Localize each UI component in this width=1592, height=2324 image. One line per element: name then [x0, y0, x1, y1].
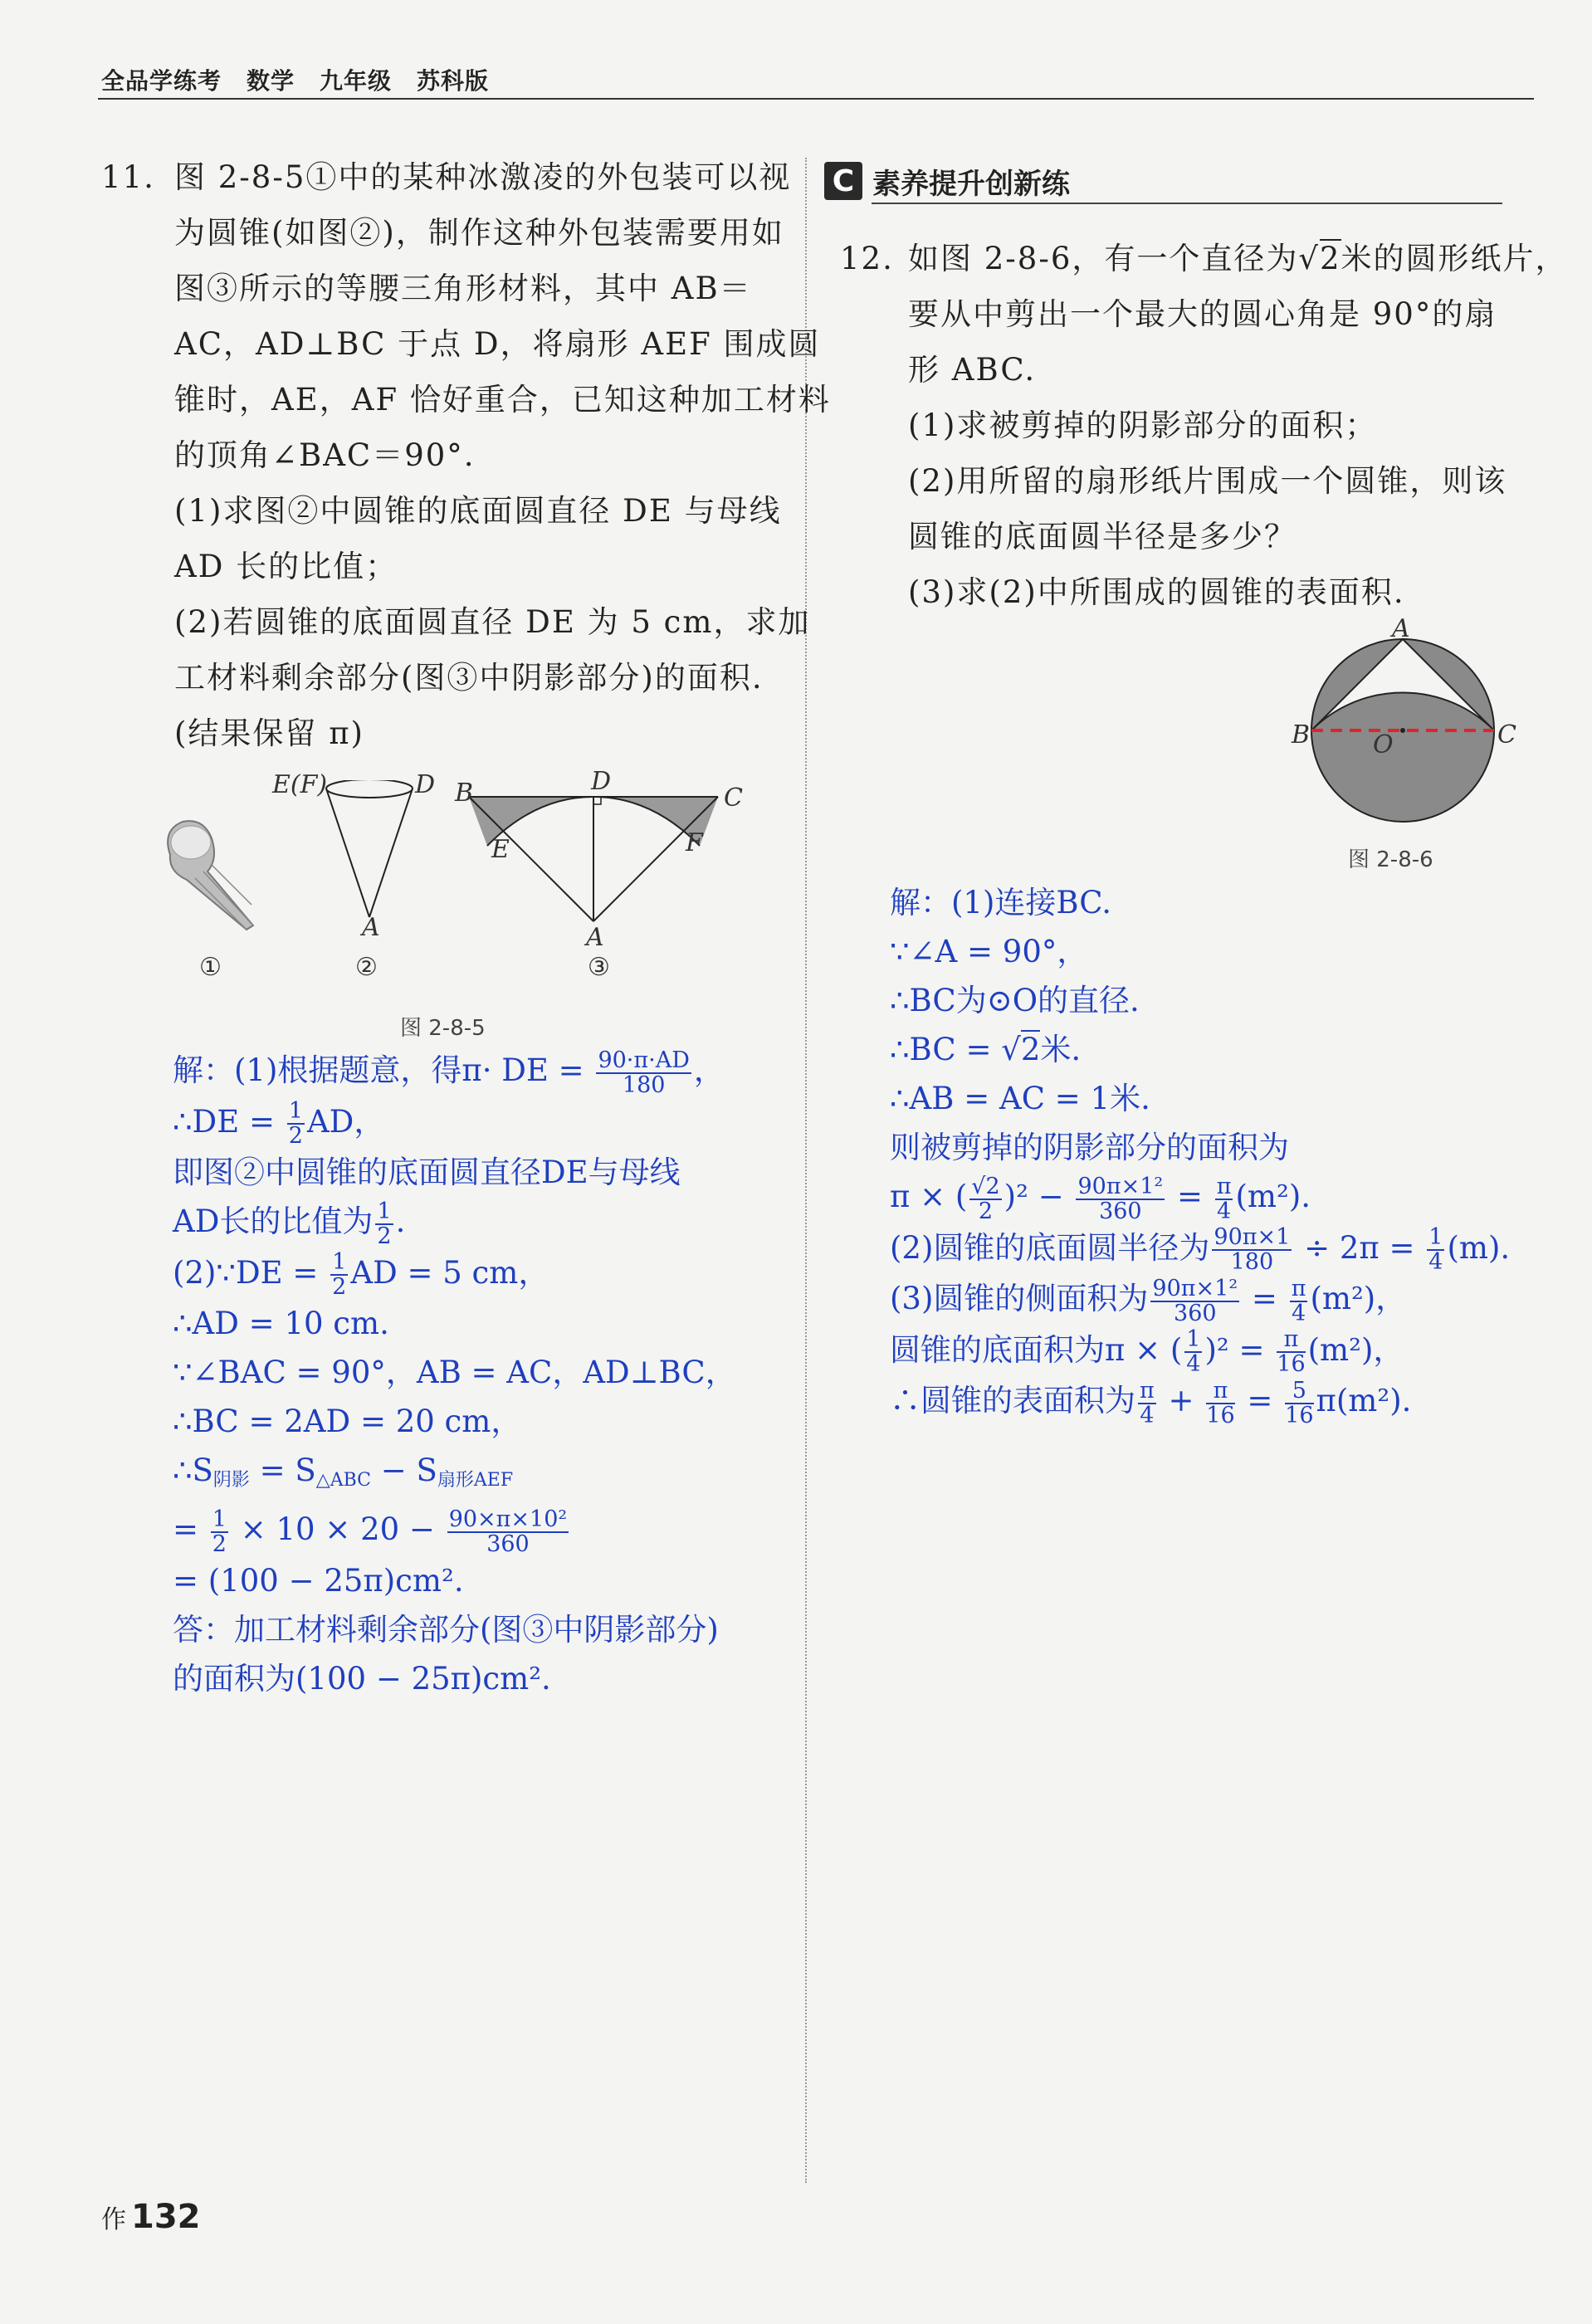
answer-text: 答：加工材料剩余部分(图③中阴影部分) [173, 1611, 719, 1648]
answer-text: ∴AB = AC = 1米. [890, 1081, 1150, 1116]
numerator: 90π×1² [1152, 1275, 1238, 1301]
denominator: 2 [978, 1198, 994, 1224]
sqrt-radicand: 2 [1319, 241, 1341, 276]
denominator: 2 [377, 1223, 392, 1249]
numerator: π [1277, 1328, 1305, 1353]
subscript: 阴影 [212, 1470, 250, 1491]
numerator: 1 [212, 1506, 227, 1532]
grade: 九年级 [320, 67, 393, 95]
question-line: 要从中剪出一个最大的圆心角是 90°的扇 [908, 296, 1497, 332]
answer-12 [890, 878, 1510, 1428]
question-number: 11. [101, 159, 155, 195]
figure-2-8-5 [154, 780, 751, 946]
fraction [1206, 1379, 1234, 1428]
question-line: (2)若圆锥的底面圆直径 DE 为 5 cm，求加 [174, 604, 811, 640]
fraction [447, 1508, 569, 1556]
answer-text: ∴AD = 10 cm. [173, 1306, 389, 1341]
numerator: 1 [377, 1198, 392, 1224]
fraction [1212, 1226, 1292, 1274]
tri-label-e: E [491, 835, 510, 864]
answer-text: = S [249, 1452, 316, 1488]
footer-prefix: 作 [101, 2205, 126, 2234]
question-line: (1)求被剪掉的阴影部分的面积； [908, 408, 1378, 443]
fraction [596, 1049, 691, 1097]
fraction [1215, 1175, 1233, 1223]
numerator: 90π×1² [1077, 1173, 1164, 1199]
section-rule [872, 203, 1502, 204]
denominator: 4 [1291, 1300, 1306, 1326]
center-point [1400, 728, 1405, 733]
figure-2-8-6 [1295, 622, 1511, 838]
cone-label-a: A [362, 913, 380, 942]
denominator: 360 [486, 1531, 530, 1557]
answer-text: (m²)， [1307, 1331, 1404, 1368]
answer-text: ∴S [173, 1452, 213, 1488]
denominator: 16 [1277, 1351, 1306, 1377]
numerator: π [1140, 1377, 1155, 1404]
fraction [1427, 1226, 1444, 1274]
numerator: 1 [288, 1098, 303, 1124]
fraction [969, 1175, 1001, 1223]
denominator: 2 [332, 1274, 347, 1300]
numerator: 1 [1428, 1224, 1443, 1250]
question-line: (1)求图②中圆锥的底面圆直径 DE 与母线 [174, 493, 782, 529]
ice-cream-image [168, 821, 253, 930]
denominator: 16 [1285, 1402, 1314, 1428]
answer-text: (2)圆锥的底面圆半径为 [890, 1229, 1210, 1266]
book-title: 全品学练考 [101, 67, 222, 95]
sqrt-sign: √ [1298, 241, 1320, 276]
answer-text: + [1158, 1383, 1204, 1418]
answer-text: ∴圆锥的表面积为 [890, 1383, 1135, 1418]
question-line: (2)用所留的扇形纸片围成一个圆锥，则该 [908, 463, 1507, 499]
answer-text: π(m²). [1316, 1383, 1412, 1418]
question-line: AC，AD⊥BC 于点 D，将扇形 AEF 围成圆 [174, 326, 821, 362]
question-line: (结果保留 π) [174, 715, 364, 751]
section-heading [824, 159, 1070, 203]
denominator: 2 [212, 1531, 227, 1557]
answer-text: − S [371, 1452, 437, 1488]
subject: 数学 [247, 67, 295, 95]
fig-label-c: C [1497, 720, 1516, 749]
answer-text: × 10 × 20 − [230, 1511, 445, 1547]
denominator: 4 [1186, 1351, 1201, 1377]
question-line: 图 2-8-5①中的某种冰激凌的外包装可以视 [174, 159, 792, 195]
answer-text: 则被剪掉的阴影部分的面积为 [890, 1130, 1289, 1165]
numerator: π [1291, 1275, 1306, 1301]
answer-text: 解：(1)连接BC. [890, 885, 1112, 920]
answer-text: = [173, 1511, 208, 1547]
tri-label-c: C [724, 784, 743, 813]
numerator: 90·π·AD [598, 1047, 690, 1073]
fraction [1285, 1379, 1313, 1428]
answer-text: = [1242, 1281, 1287, 1316]
page-number: 132 [131, 2198, 201, 2236]
tri-label-b: B [455, 779, 474, 808]
numerator: 90π×1 [1214, 1224, 1291, 1250]
denominator: 180 [622, 1072, 666, 1098]
numerator: 5 [1285, 1379, 1313, 1404]
figure-caption: 图 2-8-6 [1348, 847, 1433, 872]
numerator: 1 [332, 1249, 347, 1275]
answer-text: 即图②中圆锥的底面圆直径DE与母线 [173, 1155, 681, 1190]
question-text: 米的圆形纸片， [1341, 241, 1568, 276]
answer-text: )² − [1004, 1179, 1074, 1214]
fraction [1290, 1277, 1308, 1326]
denominator: 2 [288, 1123, 303, 1149]
cone-label-d: D [415, 770, 436, 799]
answer-text: ∴BC = 2AD = 20 cm， [173, 1404, 522, 1439]
denominator: 360 [1099, 1198, 1142, 1224]
answer-text: AD长的比值为 [173, 1204, 374, 1239]
fig-label-b: B [1292, 720, 1311, 749]
question-line: 工材料剩余部分(图③中阴影部分)的面积. [174, 660, 764, 696]
cone-label-ef: E(F) [272, 770, 328, 799]
answer-text: AD = 5 cm， [350, 1254, 549, 1291]
section-badge: C [824, 162, 862, 200]
answer-text: 解：(1)根据题意，得π· DE = [173, 1052, 594, 1088]
question-number: 12. [840, 241, 894, 276]
cone-diagram [326, 780, 413, 917]
answer-11 [173, 1046, 736, 1703]
answer-text: (m²)， [1310, 1281, 1407, 1316]
sub-figure-label-2: ② [355, 953, 378, 982]
answer-text: (3)圆锥的侧面积为 [890, 1281, 1149, 1316]
question-text: 如图 2-8-6，有一个直径为 [908, 241, 1299, 276]
numerator: 90×π×10² [448, 1506, 568, 1532]
edition: 苏科版 [417, 67, 490, 95]
numerator: 1 [1186, 1326, 1201, 1352]
denominator: 360 [1174, 1300, 1217, 1326]
subscript: 扇形AEF [437, 1470, 514, 1491]
figure-caption: 图 2-8-5 [400, 1016, 486, 1041]
answer-text: 的面积为(100 − 25π)cm². [173, 1660, 551, 1697]
fig-label-o: O [1373, 730, 1394, 759]
answer-text: )² = [1204, 1331, 1275, 1368]
fraction [330, 1251, 348, 1299]
question-line: 的顶角∠BAC＝90°. [174, 437, 476, 473]
sub-figure-label-3: ③ [588, 953, 610, 982]
fraction [375, 1200, 393, 1248]
denominator: 16 [1206, 1402, 1235, 1428]
question-line: (3)求(2)中所围成的圆锥的表面积. [908, 574, 1405, 610]
answer-text: ， [693, 1052, 725, 1088]
answer-text: π × ( [890, 1179, 968, 1214]
answer-text: (m). [1447, 1229, 1511, 1266]
question-line: 圆锥的底面圆半径是多少？ [908, 519, 1297, 554]
answer-text: 圆锥的底面积为π × ( [890, 1331, 1183, 1368]
question-line: AD 长的比值； [174, 549, 398, 584]
answer-text: ∴DE = [173, 1103, 285, 1140]
tri-label-f: F [686, 828, 703, 857]
denominator: 180 [1230, 1249, 1274, 1275]
answer-text: ∴BC = [890, 1032, 1002, 1067]
denominator: 4 [1140, 1402, 1155, 1428]
answer-text: . [395, 1204, 406, 1239]
sqrt-radicand: 2 [1020, 1032, 1041, 1067]
fig-label-a: A [1392, 614, 1410, 643]
question-line: 为圆锥(如图②)，制作这种外包装需要用如 [174, 215, 784, 251]
answer-text: ∵∠A = 90°， [890, 934, 1088, 969]
subscript: △ABC [315, 1470, 371, 1491]
answer-text: ∴BC为⊙O的直径. [890, 983, 1140, 1018]
answer-text: 米. [1040, 1032, 1082, 1067]
sqrt-sign: √ [1001, 1032, 1021, 1067]
question-line: 图③所示的等腰三角形材料，其中 AB＝ [174, 271, 752, 306]
fraction [211, 1508, 228, 1556]
fraction [287, 1100, 305, 1148]
answer-text: (2)∵DE = [173, 1254, 329, 1291]
tri-label-d: D [591, 767, 612, 796]
fraction [1277, 1328, 1305, 1376]
fraction [1184, 1328, 1202, 1376]
fraction [1138, 1379, 1156, 1428]
page-footer [101, 2198, 201, 2236]
answer-text: = [1237, 1383, 1283, 1418]
denominator: 4 [1217, 1198, 1232, 1224]
answer-text: (m²). [1235, 1179, 1311, 1214]
answer-text: ÷ 2π = [1294, 1229, 1425, 1266]
denominator: 4 [1428, 1249, 1443, 1275]
section-title: 素养提升创新练 [872, 167, 1070, 201]
numerator: π [1206, 1379, 1234, 1404]
numerator: √2 [971, 1173, 1000, 1199]
page-header [101, 63, 514, 96]
question-line: 形 ABC. [908, 352, 1037, 388]
header-rule [98, 98, 1534, 100]
shaded-region-left [469, 797, 593, 846]
answer-text: ∵∠BAC = 90°，AB = AC，AD⊥BC， [173, 1355, 736, 1390]
fraction [1076, 1175, 1165, 1223]
tri-label-a: A [586, 923, 604, 952]
answer-text: = [1167, 1179, 1213, 1214]
sub-figure-label-1: ① [199, 953, 222, 982]
answer-text: AD， [306, 1103, 385, 1140]
answer-text: = (100 − 25π)cm². [173, 1562, 464, 1599]
fraction [1150, 1277, 1239, 1326]
question-line: 锥时，AE，AF 恰好重合，已知这种加工材料 [174, 382, 831, 417]
numerator: π [1216, 1173, 1232, 1199]
question-12 [840, 231, 1568, 620]
question-11 [101, 149, 831, 761]
